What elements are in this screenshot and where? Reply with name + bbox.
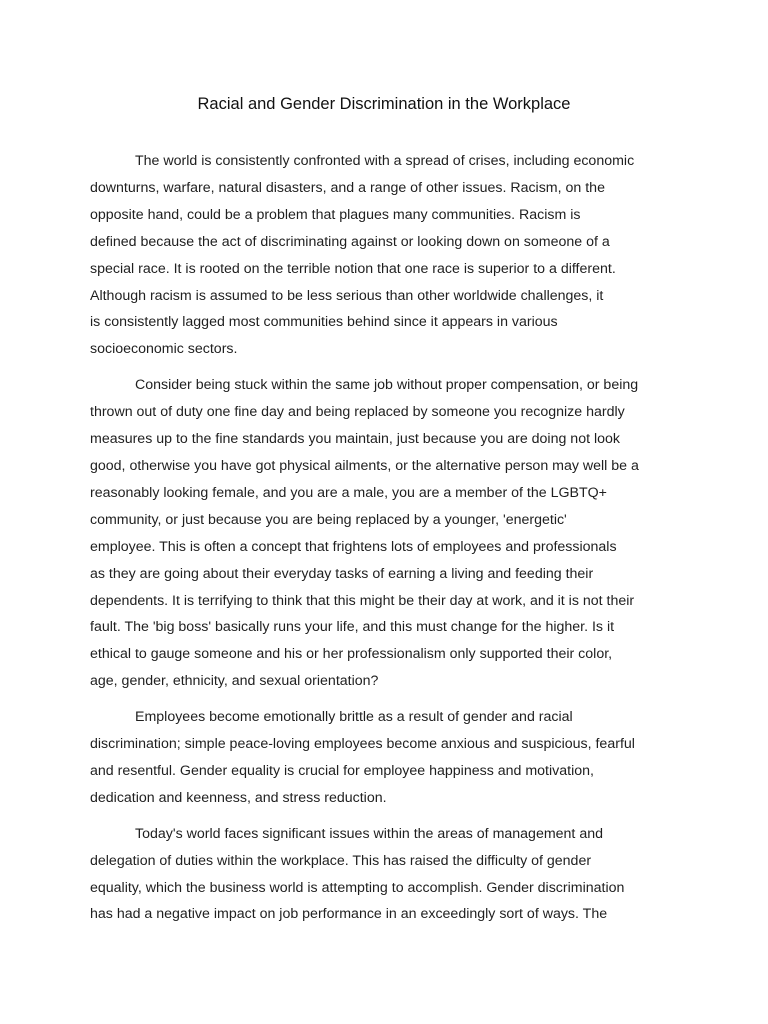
- text-line: good, otherwise you have got physical ailments, or the alternative person may well be a: [90, 457, 639, 474]
- text-line: Consider being stuck within the same job without proper compensation, or being: [135, 377, 639, 394]
- text-line: defined because the act of discriminating against or looking down on someone of a: [90, 233, 610, 250]
- text-line: is consistently lagged most communities behind since it appears in various: [90, 314, 558, 331]
- text-line: reasonably looking female, and you are a male, you are a member of the LGBTQ+: [90, 484, 607, 501]
- document-title: Racial and Gender Discrimination in the Workplace: [197, 95, 571, 113]
- text-line: equality, which the business world is attempting to accomplish. Gender discrimination: [90, 879, 625, 896]
- text-line: fault. The 'big boss' basically runs your life, and this must change for the higher. Is it: [90, 619, 615, 636]
- text-line: thrown out of duty one fine day and being replaced by someone you recognize hardly: [90, 404, 625, 421]
- paragraph-3: [90, 704, 674, 812]
- text-line: delegation of duties within the workplace. This has raised the difficulty of gender: [90, 852, 592, 869]
- text-line: special race. It is rooted on the terrible notion that one race is superior to a different.: [90, 260, 616, 277]
- text-line: ethical to gauge someone and his or her professionalism only supported their color,: [90, 646, 613, 663]
- text-line: downturns, warfare, natural disasters, and a range of other issues. Racism, on the: [90, 179, 605, 196]
- text-line: age, gender, ethnicity, and sexual orientation?: [90, 673, 379, 690]
- text-line: community, or just because you are being replaced by a younger, 'energetic': [90, 511, 567, 528]
- text-line: and resentful. Gender equality is crucial for employee happiness and motivation,: [90, 762, 594, 779]
- text-line: Employees become emotionally brittle as a result of gender and racial: [135, 709, 573, 726]
- text-line: Today's world faces significant issues within the areas of management and: [135, 825, 603, 842]
- paragraph-4: [90, 821, 674, 929]
- text-line: employee. This is often a concept that frightens lots of employees and professionals: [90, 538, 617, 555]
- text-line: The world is consistently confronted with a spread of crises, including economic: [135, 153, 635, 169]
- text-line: dependents. It is terrifying to think that this might be their day at work, and it is not their: [90, 592, 635, 609]
- document-body: [90, 148, 674, 937]
- text-line: measures up to the fine standards you maintain, just because you are doing not look: [90, 431, 620, 448]
- text-line: socioeconomic sectors.: [90, 341, 238, 358]
- text-line: discrimination; simple peace-loving employees become anxious and suspicious, fearful: [90, 736, 635, 753]
- paragraph-2: [90, 372, 674, 695]
- text-line: opposite hand, could be a problem that plagues many communities. Racism is: [90, 206, 581, 223]
- paragraph-1: [90, 148, 674, 363]
- text-line: as they are going about their everyday tasks of earning a living and feeding their: [90, 565, 594, 582]
- text-line: Although racism is assumed to be less serious than other worldwide challenges, it: [90, 287, 604, 304]
- text-line: dedication and keenness, and stress reduction.: [90, 789, 387, 806]
- text-line: has had a negative impact on job performance in an exceedingly sort of ways. The: [90, 906, 608, 923]
